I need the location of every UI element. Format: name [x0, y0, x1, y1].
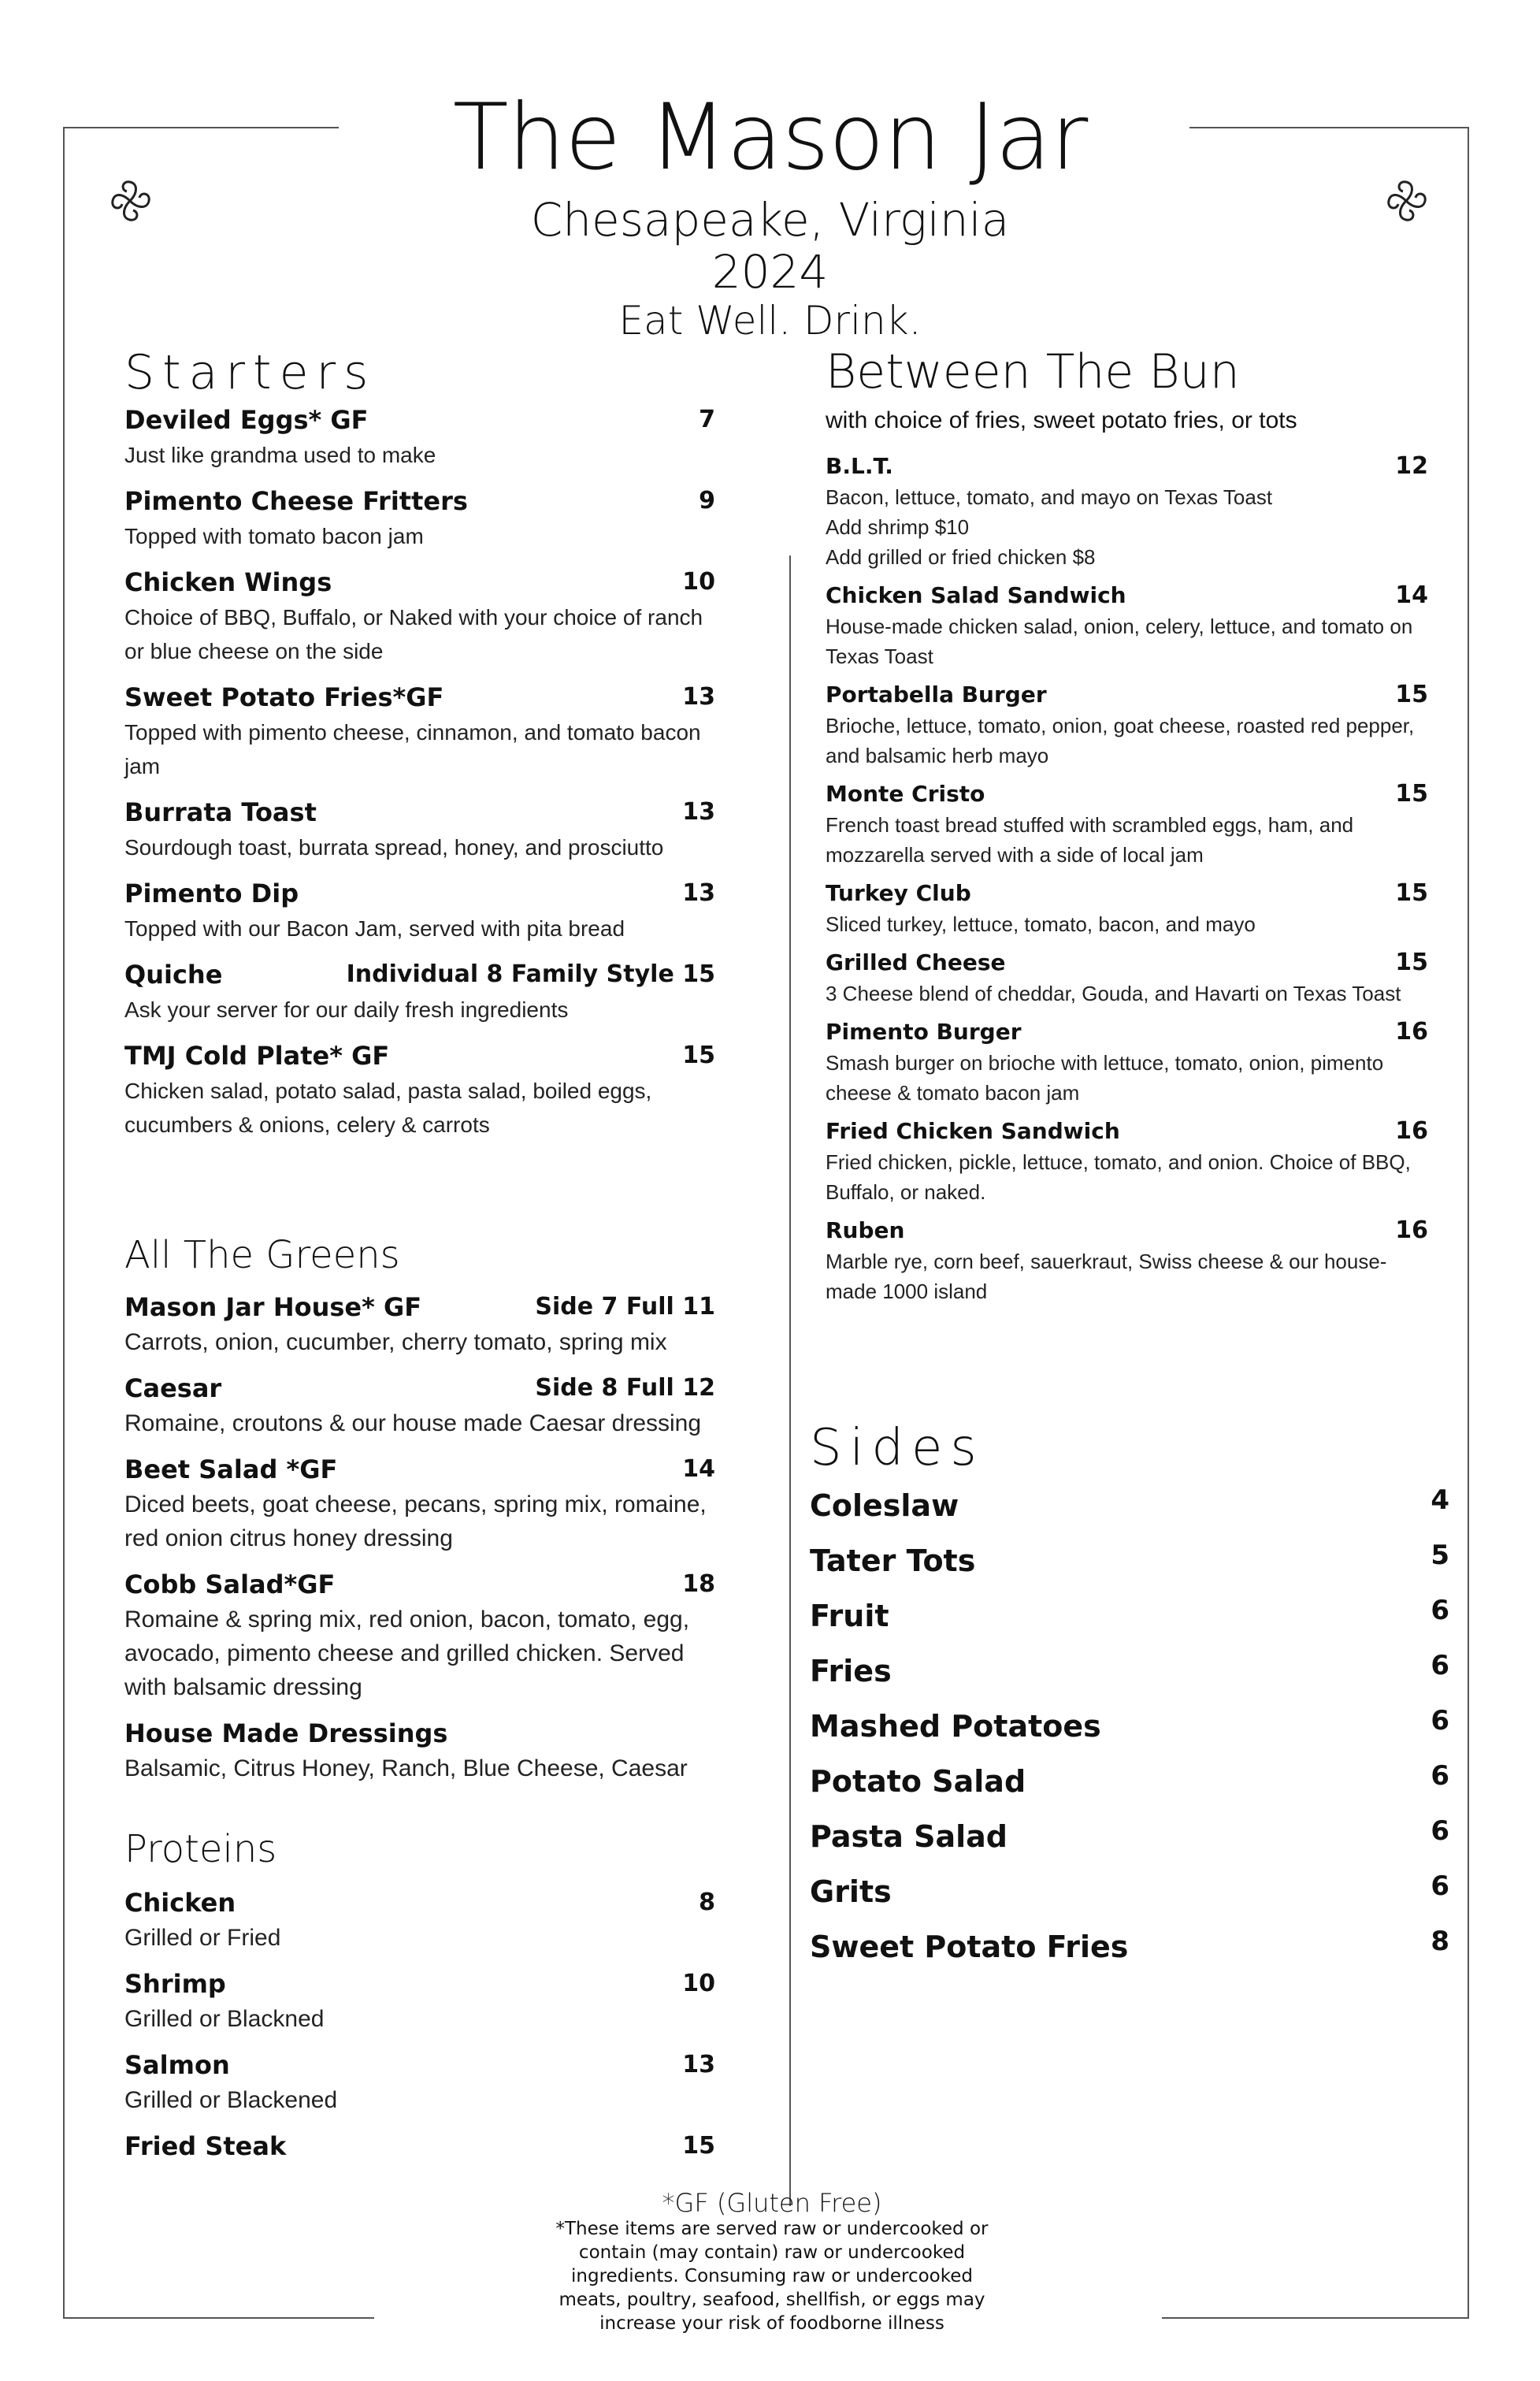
- location: Chesapeake, Virginia: [530, 193, 1010, 247]
- restaurant-title: The Mason Jar: [452, 84, 1088, 191]
- item-description: French toast bread stuffed with scrambled eggs, ham, and mozzarella served with a side of local jam: [826, 813, 1354, 867]
- item-name: Fried Steak: [124, 2131, 287, 2161]
- menu-item-row: [124, 1038, 715, 1074]
- menu-item: [826, 1016, 1428, 1108]
- menu-item: [826, 580, 1428, 671]
- item-description: Sliced turkey, lettuce, tomato, bacon, and mayo: [826, 912, 1256, 936]
- item-name: Deviled Eggs* GF: [124, 405, 369, 435]
- bun-title: Between The Bun: [826, 344, 1240, 399]
- item-description: Topped with pimento cheese, cinnamon, and tomato bacon jam: [124, 720, 701, 778]
- item-price: 6: [1431, 1595, 1449, 1626]
- item-name: Chicken: [124, 1888, 236, 1918]
- item-name: Quiche: [124, 960, 223, 990]
- menu-item: [810, 1478, 1449, 1533]
- menu-item-row: [124, 2128, 715, 2164]
- item-price: 13: [682, 683, 715, 711]
- starters-list: [124, 402, 715, 1153]
- item-description: Brioche, lettuce, tomato, onion, goat cheese, roasted red pepper, and balsamic herb mayo: [826, 714, 1415, 767]
- item-name: Pimento Dip: [124, 878, 299, 908]
- menu-item: [124, 1038, 715, 1142]
- menu-item-row: [124, 1966, 715, 2002]
- item-description: Grilled or Fried: [124, 1925, 281, 1951]
- item-name: Fried Chicken Sandwich: [826, 1118, 1120, 1144]
- menu-item: [826, 451, 1428, 572]
- item-name: Sweet Potato Fries: [810, 1930, 1129, 1964]
- menu-item-row: [826, 679, 1428, 711]
- menu-item: [124, 1451, 715, 1555]
- item-price: Side 8 Full 12: [535, 1374, 715, 1402]
- menu-item-row: [826, 1016, 1428, 1048]
- item-description: Sourdough toast, burrata spread, honey, and prosciutto: [124, 835, 664, 860]
- item-description: Ask your server for our daily fresh ingredients: [124, 997, 569, 1022]
- item-price: 10: [682, 1970, 715, 1997]
- item-description: Fried chicken, pickle, lettuce, tomato, and onion. Choice of BBQ, Buffalo, or naked.: [826, 1150, 1411, 1204]
- menu-item-row: [826, 778, 1428, 810]
- menu-item: [810, 1754, 1449, 1809]
- sides-title: Sides: [810, 1419, 985, 1477]
- item-name: Coleslaw: [810, 1488, 959, 1523]
- border-bottom-right: [1162, 2317, 1469, 2319]
- item-name: Pasta Salad: [810, 1819, 1008, 1854]
- menu-item-row: [124, 1370, 715, 1406]
- item-name: TMJ Cold Plate* GF: [124, 1041, 390, 1071]
- item-description: Romaine, croutons & our house made Caesar dressing: [124, 1410, 702, 1436]
- menu-item: [124, 1566, 715, 1704]
- column-divider: [789, 555, 791, 2206]
- disclaimer: *These items are served raw or undercooked or contain (may contain) raw or undercooked ingredients. Consuming raw or undercooked meats, poultry, seafood, shellfish, or eggs may increase your risk of foodborne illness: [555, 2219, 989, 2334]
- menu-item-row: [810, 1864, 1449, 1919]
- item-price: 16: [1395, 1217, 1428, 1244]
- item-description: 3 Cheese blend of cheddar, Gouda, and Havarti on Texas Toast: [826, 982, 1401, 1005]
- item-addon: Add shrimp $10: [826, 515, 970, 539]
- item-name: Turkey Club: [826, 880, 971, 906]
- item-price: 5: [1431, 1540, 1449, 1571]
- item-price: 13: [682, 2051, 715, 2078]
- border-bottom-left: [63, 2317, 374, 2319]
- menu-item-row: [124, 2047, 715, 2083]
- item-description: Balsamic, Citrus Honey, Ranch, Blue Cheese, Caesar: [124, 1755, 688, 1781]
- item-name: Cobb Salad*GF: [124, 1569, 336, 1599]
- item-price: 15: [1395, 879, 1428, 907]
- item-description: Grilled or Blackned: [124, 2006, 325, 2032]
- menu-item-row: [810, 1809, 1449, 1864]
- menu-item-row: [124, 1451, 715, 1488]
- menu-item-row: [810, 1699, 1449, 1754]
- item-price: 16: [1395, 1117, 1428, 1145]
- gf-note: *GF (Gluten Free): [662, 2188, 882, 2218]
- item-price: 15: [1395, 780, 1428, 808]
- menu-item: [124, 564, 715, 668]
- item-name: Burrata Toast: [124, 797, 317, 827]
- item-price: 8: [699, 1889, 715, 1916]
- item-description: Bacon, lettuce, tomato, and mayo on Texas Toast: [826, 485, 1273, 509]
- menu-item: [810, 1919, 1449, 1974]
- item-name: Chicken Salad Sandwich: [826, 582, 1126, 608]
- menu-item-row: [124, 1566, 715, 1603]
- item-price: 15: [1395, 681, 1428, 708]
- item-price: 18: [682, 1570, 715, 1598]
- menu-item: [810, 1644, 1449, 1699]
- item-price: 9: [699, 487, 715, 514]
- item-name: House Made Dressings: [124, 1718, 448, 1748]
- menu-item-row: [810, 1919, 1449, 1974]
- menu-item-row: [124, 402, 715, 438]
- item-price: 12: [1395, 452, 1428, 480]
- item-description: Carrots, onion, cucumber, cherry tomato, spring mix: [124, 1329, 667, 1355]
- item-name: Mashed Potatoes: [810, 1709, 1101, 1744]
- menu-item: [124, 2128, 715, 2164]
- menu-item-row: [810, 1754, 1449, 1809]
- menu-item: [826, 679, 1428, 771]
- menu-item-row: [124, 1289, 715, 1325]
- menu-item: [826, 878, 1428, 939]
- menu-item: [124, 402, 715, 472]
- item-description: Choice of BBQ, Buffalo, or Naked with your choice of ranch or blue cheese on the side: [124, 605, 703, 663]
- item-description: Grilled or Blackened: [124, 2087, 338, 2113]
- year: 2024: [711, 245, 829, 299]
- menu-item-row: [124, 875, 715, 912]
- menu-item-row: [826, 451, 1428, 482]
- item-name: Mason Jar House* GF: [124, 1292, 422, 1322]
- menu-item: [124, 679, 715, 783]
- item-description: Just like grandma used to make: [124, 443, 436, 467]
- menu-item: [826, 778, 1428, 870]
- bun-subtitle: with choice of fries, sweet potato fries, or tots: [826, 407, 1297, 433]
- item-name: Fries: [810, 1654, 892, 1688]
- menu-item-row: [124, 1715, 715, 1751]
- item-price: Side 7 Full 11: [535, 1293, 715, 1321]
- item-name: Ruben: [826, 1217, 905, 1243]
- tagline: Eat Well. Drink.: [618, 298, 922, 344]
- menu-item: [124, 1370, 715, 1440]
- item-price: 8: [1431, 1926, 1449, 1957]
- item-price: 15: [1395, 949, 1428, 976]
- item-price: Individual 8 Family Style 15: [346, 960, 715, 988]
- menu-item: [124, 875, 715, 945]
- greens-title: All The Greens: [124, 1233, 400, 1277]
- item-price: 10: [682, 568, 715, 596]
- menu-item: [826, 1215, 1428, 1306]
- menu-item-row: [826, 580, 1428, 611]
- menu-item-row: [124, 679, 715, 715]
- menu-item-row: [810, 1533, 1449, 1588]
- item-name: Grilled Cheese: [826, 949, 1006, 975]
- item-name: Portabella Burger: [826, 682, 1047, 708]
- menu-item-row: [810, 1644, 1449, 1699]
- item-price: 6: [1431, 1815, 1449, 1847]
- item-name: Potato Salad: [810, 1764, 1026, 1799]
- starters-title: Starters: [124, 345, 377, 400]
- item-addon: Add grilled or fried chicken $8: [826, 545, 1096, 569]
- item-name: Salmon: [124, 2050, 230, 2080]
- item-price: 7: [699, 406, 715, 433]
- item-description: Marble rye, corn beef, sauerkraut, Swiss cheese & our house-made 1000 island: [826, 1250, 1387, 1303]
- menu-item: [810, 1809, 1449, 1864]
- menu-item-row: [826, 947, 1428, 979]
- bun-list: [826, 451, 1428, 1314]
- menu-item-row: [124, 1885, 715, 1921]
- border-right: [1468, 127, 1469, 2319]
- proteins-list: [124, 1885, 715, 2175]
- menu-item: [124, 2047, 715, 2117]
- menu-item-row: [826, 878, 1428, 909]
- item-price: 13: [682, 879, 715, 907]
- item-description: Diced beets, goat cheese, pecans, spring mix, romaine, red onion citrus honey dressing: [124, 1491, 707, 1551]
- item-price: 13: [682, 798, 715, 826]
- item-description: House-made chicken salad, onion, celery, lettuce, and tomato on Texas Toast: [826, 615, 1413, 668]
- item-name: Fruit: [810, 1599, 889, 1633]
- proteins-title: Proteins: [124, 1827, 277, 1871]
- item-price: 15: [682, 2132, 715, 2160]
- item-price: 14: [1395, 581, 1428, 609]
- item-description: Smash burger on brioche with lettuce, tomato, onion, pimento cheese & tomato bacon jam: [826, 1051, 1384, 1105]
- menu-item: [124, 1885, 715, 1955]
- menu-item: [810, 1533, 1449, 1588]
- menu-item: [810, 1699, 1449, 1754]
- item-name: Tater Tots: [810, 1543, 976, 1578]
- menu-item: [124, 1715, 715, 1785]
- item-name: Shrimp: [124, 1969, 226, 1999]
- item-description: Topped with our Bacon Jam, served with pita bread: [124, 916, 625, 941]
- menu-item: [124, 794, 715, 864]
- menu-item: [826, 1116, 1428, 1207]
- item-description: Romaine & spring mix, red onion, bacon, tomato, egg, avocado, pimento cheese and grilled chicken. Served with balsamic dressing: [124, 1607, 690, 1700]
- greens-list: [124, 1289, 715, 1796]
- menu-item: [124, 1289, 715, 1359]
- menu-item: [124, 956, 715, 1027]
- menu-item: [810, 1588, 1449, 1644]
- item-price: 6: [1431, 1870, 1449, 1902]
- item-description: Topped with tomato bacon jam: [124, 524, 424, 548]
- item-price: 6: [1431, 1760, 1449, 1792]
- item-price: 16: [1395, 1018, 1428, 1046]
- item-price: 15: [682, 1042, 715, 1069]
- menu-item-row: [124, 564, 715, 600]
- menu-item-row: [826, 1116, 1428, 1147]
- item-name: Grits: [810, 1874, 892, 1909]
- menu-item: [826, 947, 1428, 1008]
- menu-item-row: [826, 1215, 1428, 1246]
- item-name: Pimento Cheese Fritters: [124, 486, 468, 516]
- menu-item-row: [124, 794, 715, 830]
- item-name: Pimento Burger: [826, 1019, 1022, 1045]
- menu-item-row: [124, 956, 715, 993]
- item-price: 14: [682, 1455, 715, 1483]
- menu-item-row: [810, 1478, 1449, 1533]
- menu-item-row: [810, 1588, 1449, 1644]
- menu-item: [124, 483, 715, 553]
- menu-item-row: [124, 483, 715, 519]
- border-left: [63, 127, 65, 2319]
- item-price: 6: [1431, 1705, 1449, 1737]
- item-description: Chicken salad, potato salad, pasta salad, boiled eggs, cucumbers & onions, celery & carrots: [124, 1079, 652, 1137]
- item-name: Caesar: [124, 1373, 222, 1403]
- menu-item: [124, 1966, 715, 2036]
- menu-item: [810, 1864, 1449, 1919]
- item-name: Monte Cristo: [826, 781, 985, 807]
- item-name: Sweet Potato Fries*GF: [124, 682, 444, 712]
- sides-list: [810, 1478, 1449, 1974]
- item-name: Beet Salad *GF: [124, 1454, 338, 1484]
- item-name: B.L.T.: [826, 453, 893, 479]
- item-price: 6: [1431, 1650, 1449, 1681]
- item-name: Chicken Wings: [124, 567, 332, 597]
- item-price: 4: [1431, 1484, 1449, 1516]
